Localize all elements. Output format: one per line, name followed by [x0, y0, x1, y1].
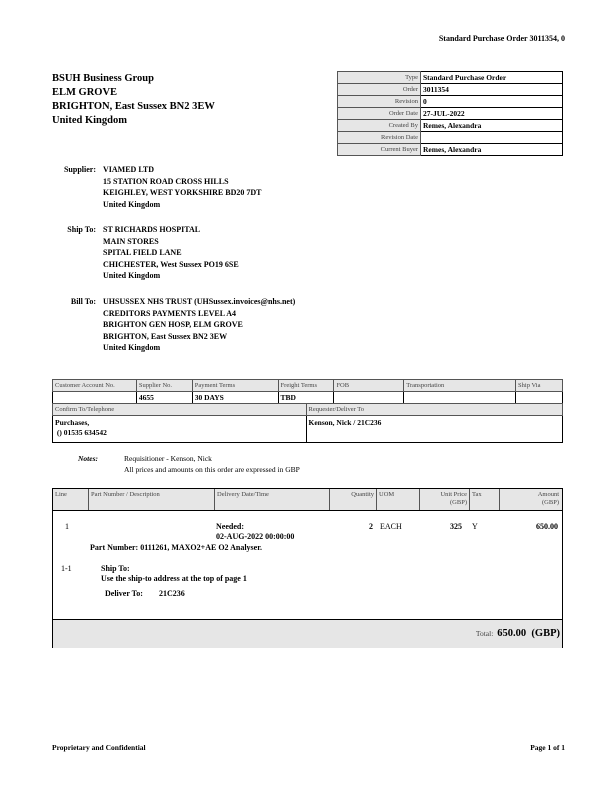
info-row-current-buyer: [338, 144, 563, 156]
header-payment-terms: Payment Terms: [192, 380, 278, 392]
ship-via-value: [516, 392, 563, 404]
total-value: 650.00 (GBP): [497, 628, 560, 639]
document-title: Standard Purchase Order 3011354, 0: [438, 34, 565, 43]
header-fob: FOB: [334, 380, 404, 392]
contact-table: [52, 403, 563, 443]
info-row-type: [338, 72, 563, 84]
info-value: [421, 132, 563, 144]
company-address: [52, 72, 215, 128]
header-supplier-no: Supplier No.: [136, 380, 192, 392]
address-line: CHICHESTER, West Sussex PO19 6SE: [103, 259, 239, 269]
footer-page-number: Page 1 of 1: [530, 743, 565, 752]
contact-header-row: [53, 404, 563, 416]
header-part: Part Number / Description: [89, 489, 215, 510]
amount-value: 650.00: [536, 522, 558, 531]
account-terms-table: [52, 379, 563, 404]
requester-label: Requester/Deliver To: [306, 404, 563, 416]
info-row-order-date: [338, 108, 563, 120]
header-delivery: Delivery Date/Time: [215, 489, 330, 510]
info-label: Revision: [338, 96, 421, 108]
address-line: KEIGHLEY, WEST YORKSHIRE BD20 7DT: [103, 188, 262, 197]
shipment-line-number: 1-1: [61, 564, 72, 573]
supplier-label: Supplier:: [63, 165, 96, 174]
freight-terms-value: TBD: [278, 392, 334, 404]
address-line: United Kingdom: [103, 343, 161, 352]
info-row-revision-date: [338, 132, 563, 144]
info-value: Standard Purchase Order: [421, 72, 563, 84]
address-line: UHSUSSEX NHS TRUST (UHSussex.invoices@nhs.net): [103, 297, 296, 306]
address-line: SPITAL FIELD LANE: [103, 248, 182, 257]
confirm-to-value: [53, 416, 307, 443]
company-line: BSUH Business Group: [52, 73, 154, 84]
company-line: BRIGHTON, East Sussex BN2 3EW: [52, 101, 215, 112]
requester-value: Kenson, Nick / 21C236: [306, 416, 563, 443]
note-line: Requisitioner - Kenson, Nick: [124, 454, 212, 463]
shipment-ship-to-text: Use the ship-to address at the top of page 1: [101, 574, 247, 583]
ship-to-address: [52, 224, 452, 284]
header-quantity: Quantity: [330, 489, 377, 510]
header-amount-l1: Amount: [537, 491, 559, 498]
info-label: Type: [338, 72, 421, 84]
part-description: Part Number: 0111261, MAXO2+AE O2 Analyser.: [90, 543, 263, 552]
address-line: BRIGHTON, East Sussex BN2 3EW: [103, 331, 228, 341]
contact-value-row: [53, 416, 563, 443]
supplier-address: [52, 164, 452, 212]
header-line: Line: [53, 489, 89, 510]
fob-value: [334, 392, 404, 404]
line-number: 1: [65, 522, 69, 531]
needed-date: 02-AUG-2022 00:00:00: [216, 532, 295, 541]
info-value: 27-JUL-2022: [421, 108, 563, 120]
info-row-revision: [338, 96, 563, 108]
total-row: [53, 619, 562, 648]
order-info-table: [337, 71, 563, 156]
lines-header-row: [53, 489, 562, 511]
address-line: ST RICHARDS HOSPITAL: [103, 225, 201, 234]
address-line: BRIGHTON GEN HOSP, ELM GROVE: [103, 320, 243, 329]
address-line: VIAMED LTD: [103, 165, 155, 174]
address-line: United Kingdom: [103, 199, 161, 209]
order-lines-table: [52, 488, 563, 648]
notes-label: Notes:: [78, 454, 98, 463]
header-unit-price-l1: Unit Price: [440, 491, 467, 498]
address-line: MAIN STORES: [103, 236, 159, 246]
deliver-to-label: Deliver To:: [105, 589, 143, 598]
info-label: Order: [338, 84, 421, 96]
info-label: Order Date: [338, 108, 421, 120]
tax-value: Y: [472, 522, 478, 531]
company-line: ELM GROVE: [52, 87, 118, 98]
quantity-value: 2: [369, 522, 373, 531]
info-value: 3011354: [421, 84, 563, 96]
shipment-ship-to-label: Ship To:: [101, 564, 130, 573]
account-header-row: [53, 380, 563, 392]
address-line: CREDITORS PAYMENTS LEVEL A4: [103, 308, 236, 318]
supplier-no-value: 4655: [136, 392, 192, 404]
uom-value: EACH: [380, 522, 402, 531]
notes-section: [78, 453, 478, 477]
address-line: 15 STATION ROAD CROSS HILLS: [103, 176, 229, 186]
header-ship-via: Ship Via: [516, 380, 563, 392]
customer-account-value: [53, 392, 137, 404]
unit-price-value: 325: [450, 522, 462, 531]
confirm-to-name: Purchases,: [55, 418, 90, 427]
note-line: All prices and amounts on this order are expressed in GBP: [124, 465, 300, 474]
info-row-order: [338, 84, 563, 96]
header-freight-terms: Freight Terms: [278, 380, 334, 392]
header-unit-price-l2: (GBP): [450, 499, 467, 506]
header-tax: Tax: [470, 489, 500, 510]
account-value-row: [53, 392, 563, 404]
header-amount: [500, 489, 561, 510]
confirm-to-phone: () 01535 634542: [55, 428, 107, 437]
confirm-to-label: Confirm To/Telephone: [53, 404, 307, 416]
info-label: Created By: [338, 120, 421, 132]
footer-confidential: Proprietary and Confidential: [52, 743, 146, 752]
transportation-value: [404, 392, 516, 404]
address-line: United Kingdom: [103, 271, 161, 280]
header-amount-l2: (GBP): [542, 499, 559, 506]
bill-to-label: Bill To:: [70, 297, 96, 306]
info-row-created-by: [338, 120, 563, 132]
info-value: Remes, Alexandra: [421, 120, 563, 132]
company-line: United Kingdom: [52, 115, 127, 126]
info-label: Revision Date: [338, 132, 421, 144]
needed-label: Needed:: [216, 522, 244, 531]
header-uom: UOM: [377, 489, 420, 510]
payment-terms-value: 30 DAYS: [192, 392, 278, 404]
info-value: Remes, Alexandra: [421, 144, 563, 156]
header-customer-account: Customer Account No.: [53, 380, 137, 392]
info-value: 0: [421, 96, 563, 108]
total-label: Total:: [475, 629, 494, 638]
info-label: Current Buyer: [338, 144, 421, 156]
deliver-to-value: 21C236: [159, 589, 185, 598]
header-unit-price: [420, 489, 470, 510]
ship-to-label: Ship To:: [67, 225, 96, 234]
bill-to-address: [52, 296, 472, 356]
header-transportation: Transportation: [404, 380, 516, 392]
